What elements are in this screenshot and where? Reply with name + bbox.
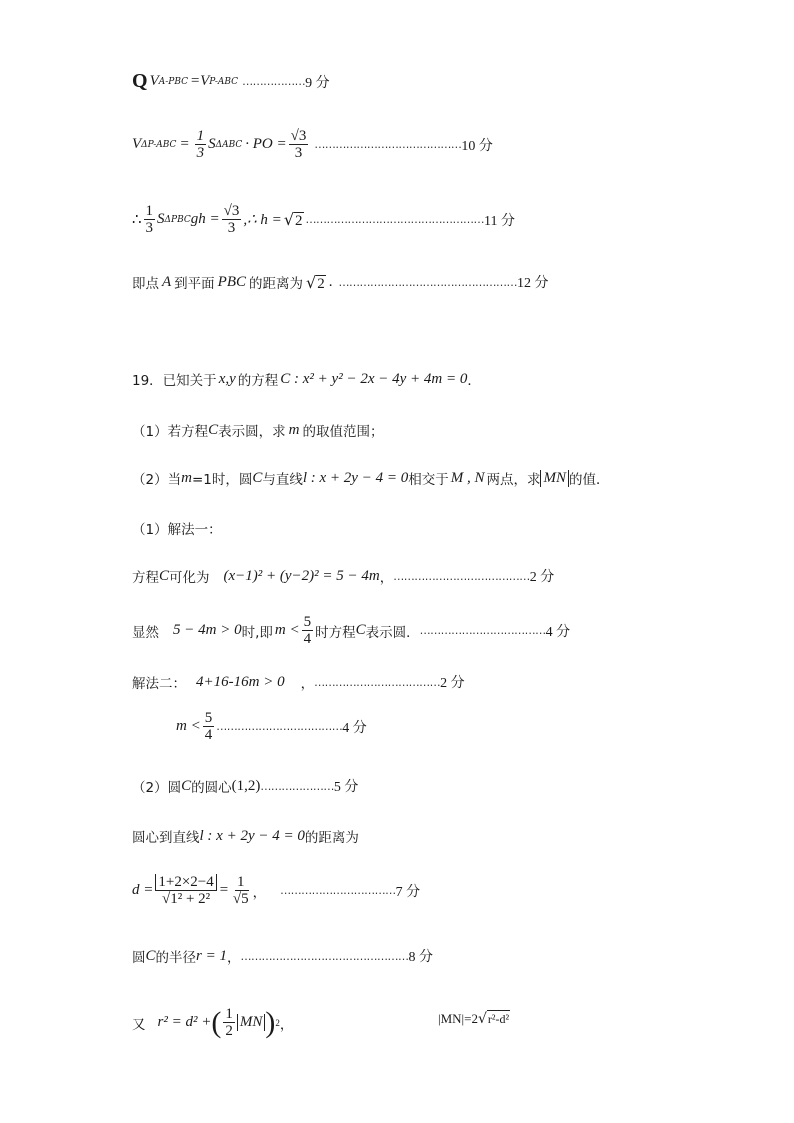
score: 10 分 (461, 138, 493, 154)
leader-dots: …………………………………… (314, 138, 462, 151)
symbol-c: C (181, 777, 192, 794)
score: 8 分 (408, 950, 433, 965)
score: 2 分 (529, 570, 555, 585)
leader-dots: ………………………………………… (240, 949, 409, 963)
radical-sign: √ (161, 891, 171, 907)
chord-length: |MN|=2 (438, 1010, 478, 1026)
period: . (328, 273, 333, 290)
fraction-den: 3 (196, 145, 205, 161)
radical-sign: √ (283, 210, 295, 229)
discriminant: 4+16-16m > 0 (196, 673, 285, 690)
leader-dots: ………………………………… (393, 569, 530, 583)
volume-symbol: V (132, 136, 142, 152)
po-term: · PO = (245, 136, 287, 152)
comma: ， (300, 676, 315, 692)
text: 的方程 (237, 373, 279, 389)
text: 时方程 (315, 624, 356, 641)
radicand: 2 (295, 213, 303, 229)
fraction-num: √3 (290, 128, 307, 144)
question-part-1 (132, 420, 383, 440)
score: 4 分 (342, 720, 367, 736)
height-term: gh = (190, 211, 220, 227)
radius: r = 1 (196, 947, 227, 964)
fraction-den: 4 (204, 727, 213, 743)
fraction-five-quarters (203, 710, 215, 743)
part2-distance-intro (132, 826, 359, 846)
part2-chord-formula (438, 1010, 510, 1027)
standard-form: (x−1)² + (y−2)² = 5 − 4m (223, 567, 380, 584)
radicand: 1² + 2² (170, 891, 211, 907)
text: 又 (132, 1016, 146, 1033)
fraction-den: 3 (145, 220, 154, 236)
center-point: (1,2) (231, 777, 261, 794)
score: 2 分 (440, 676, 465, 691)
radicand: 2 (317, 275, 325, 292)
fraction-num: 1+2×2−4 (155, 874, 216, 891)
equals: = (179, 136, 190, 152)
text: （1）若方程 (132, 424, 209, 440)
symbol-m: m (288, 421, 300, 438)
symbol-c: C (252, 469, 263, 486)
plane-pbc: PBC (217, 273, 247, 290)
sqrt-2 (306, 273, 326, 292)
fraction-num: 1 (237, 874, 245, 890)
question-19 (132, 369, 481, 389)
score: 11 分 (484, 213, 515, 229)
point-a: A (162, 273, 172, 290)
text: 的半径 (155, 950, 197, 966)
text: 时,即 (241, 624, 273, 641)
line-equation: l : x + 2y − 4 = 0 (199, 827, 305, 844)
line-equation: l : x + 2y − 4 = 0 (302, 469, 409, 486)
area-sub: ΔABC (215, 139, 243, 150)
m-less: m < (176, 718, 201, 734)
leader-dots: ……………………………… (314, 675, 441, 689)
text: （2）当 (132, 472, 182, 488)
radicand: r²-d² (487, 1012, 510, 1026)
distance-symbol: d = (132, 882, 154, 898)
text: 相交于 (408, 472, 449, 488)
fraction-five-quarters (302, 614, 314, 647)
symbol-m: m (181, 469, 192, 486)
text: 即点 (132, 276, 159, 292)
text: 的值． (568, 472, 610, 488)
text: （2）圆 (132, 780, 182, 796)
score: 7 分 (395, 884, 421, 900)
fraction-half (223, 1006, 235, 1039)
area-symbol: S (157, 211, 165, 227)
fraction-root3-3 (222, 203, 242, 236)
solution-2-step-1 (132, 672, 465, 692)
distance-fraction (155, 874, 216, 907)
text: 的圆心 (191, 780, 232, 796)
text: 圆心到直线 (132, 830, 200, 846)
points-mn: M , N (450, 469, 485, 486)
volume-symbol: V (149, 73, 159, 89)
radical-sign: √ (306, 272, 317, 292)
text: 解法二： (132, 676, 186, 692)
because-symbol: Q (132, 70, 148, 92)
volume-rhs: =V (190, 73, 210, 89)
text: 的距离为 (249, 276, 304, 292)
step-volume-value (132, 128, 493, 161)
fraction-one-root5 (231, 874, 251, 907)
text: 的取值范围； (302, 424, 384, 440)
text: 表示圆，求 (218, 424, 286, 440)
step-height (132, 203, 515, 236)
text: 的距离为 (304, 830, 359, 846)
radical-sign: √ (477, 1011, 487, 1027)
symbol-c: C (159, 567, 170, 584)
part2-distance (132, 874, 420, 907)
leader-dots: …………………………………………… (338, 275, 517, 289)
leader-dots: ………………… (260, 779, 334, 793)
abs-mn: MN (237, 1014, 266, 1031)
score: 9 分 (305, 75, 330, 91)
period: ． (467, 373, 481, 389)
text: 圆 (132, 950, 146, 966)
abs-mn: MN (540, 470, 569, 487)
score: 12 分 (516, 276, 549, 291)
solution-2-step-2 (176, 710, 367, 743)
symbol-c: C (355, 622, 366, 638)
part2-radius (132, 946, 433, 966)
radical-sign: √ (232, 891, 242, 907)
fraction-den: 4 (303, 631, 312, 647)
solution-1-header (132, 518, 222, 538)
volume-sub2: P-ABC (209, 76, 239, 87)
fraction-den (160, 891, 212, 907)
question-number: 19．已知关于 (132, 373, 217, 389)
leader-dots: ……………………………… (419, 624, 546, 637)
comma: ， (379, 570, 394, 586)
fraction-den: 2 (225, 1023, 233, 1039)
fraction-den: 3 (227, 220, 236, 236)
height-eq: ,∴ h = (243, 212, 282, 228)
part2-chord-relation (132, 1006, 293, 1039)
solution-1-step-1 (132, 566, 554, 586)
area-sub: ΔPBC (164, 214, 191, 225)
score: 5 分 (333, 780, 359, 795)
equals: = (218, 882, 229, 898)
fraction-den: 3 (294, 145, 303, 161)
part2-center (132, 776, 358, 796)
fraction-one-third (195, 128, 207, 161)
fraction-num: 1 (225, 1006, 233, 1022)
step-volume-equal (132, 70, 330, 93)
comma: ， (252, 884, 267, 901)
fraction-num: 1 (145, 203, 154, 219)
score: 4 分 (545, 624, 571, 640)
solution-1-step-2 (132, 614, 570, 647)
leader-dots: …………………………… (280, 884, 396, 897)
text: 到平面 (174, 276, 215, 292)
right-paren: ) (265, 1005, 276, 1039)
step-conclusion (132, 272, 548, 292)
m-less: m < (274, 622, 300, 638)
inequality: 5 − 4m > 0 (173, 622, 242, 638)
text: 与直线 (262, 472, 303, 488)
fraction-num: 5 (303, 614, 312, 630)
text: 可化为 (169, 570, 210, 586)
fraction-root3-3 (289, 128, 309, 161)
text: 表示圆． (365, 624, 420, 641)
comma: ， (226, 950, 241, 966)
text: 方程 (132, 570, 159, 586)
sqrt-2 (284, 210, 304, 229)
text: =1时，圆 (191, 472, 253, 488)
fraction-den (231, 891, 251, 907)
square: 2 (275, 1017, 280, 1028)
therefore-symbol: ∴ (132, 212, 142, 228)
sqrt-r2-d2 (478, 1010, 510, 1027)
symbol-c: C (145, 947, 156, 964)
fraction-num: √3 (223, 203, 240, 219)
comma: ， (279, 1016, 294, 1033)
text: 显然 (132, 624, 159, 641)
radicand: 5 (241, 891, 249, 907)
left-paren: ( (211, 1005, 222, 1039)
fraction-num: 1 (196, 128, 205, 144)
leader-dots: …………………………………………… (305, 213, 485, 226)
question-part-2 (132, 468, 609, 488)
text: （1）解法一： (132, 522, 222, 538)
volume-sub: ΔP-ABC (141, 139, 177, 150)
leader-dots: ……………… (242, 75, 306, 88)
variables: x,y (218, 370, 236, 387)
leader-dots: ……………………………… (216, 720, 343, 733)
area-symbol: S (208, 136, 216, 152)
volume-sub: A-PBC (158, 76, 188, 87)
fraction-one-third (144, 203, 156, 236)
circle-equation: C : x² + y² − 2x − 4y + 4m = 0 (280, 370, 468, 387)
fraction-num: 5 (204, 710, 213, 726)
text: 两点，求 (486, 472, 541, 488)
symbol-c: C (208, 421, 219, 438)
pythagoras: r² = d² + (157, 1014, 212, 1030)
